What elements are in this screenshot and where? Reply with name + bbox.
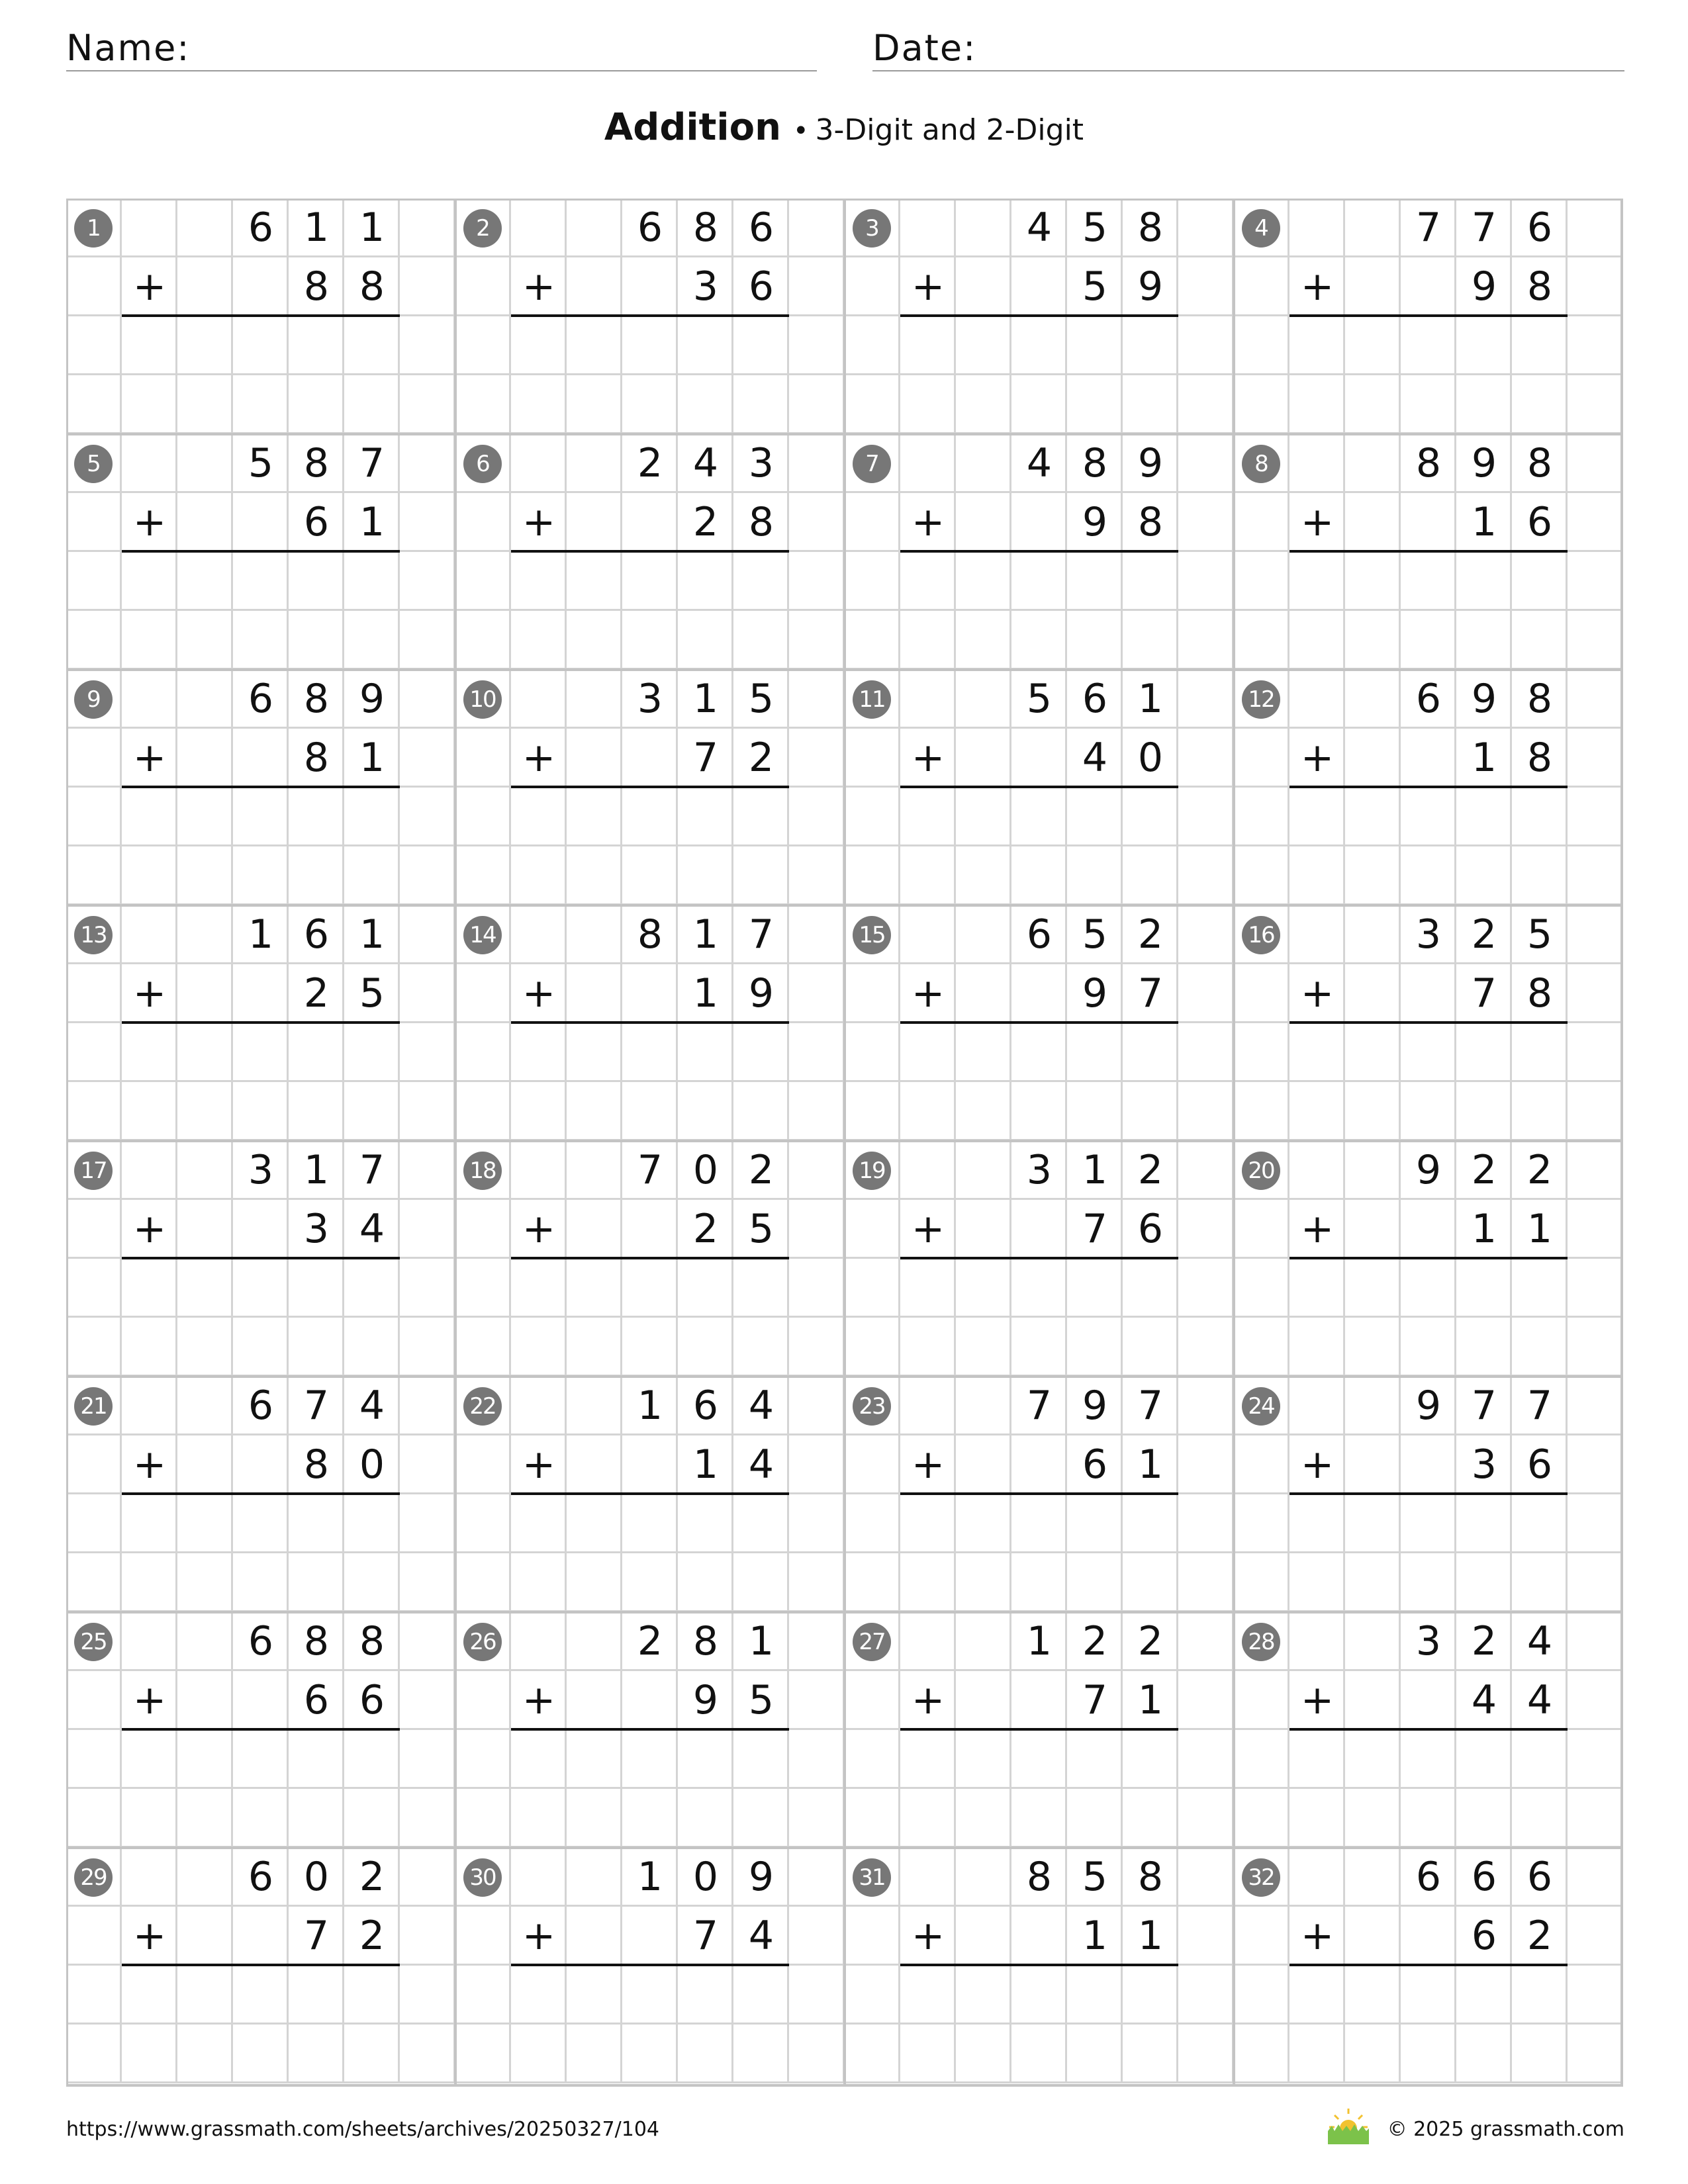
top-digit: 5 (248, 440, 274, 486)
problem-number-badge: 21 (74, 1387, 113, 1426)
plus-sign: + (911, 970, 945, 1017)
title-main: Addition (604, 106, 781, 149)
bottom-digit: 7 (1082, 1677, 1108, 1723)
problem (455, 1612, 845, 1848)
top-digit: 6 (692, 1383, 719, 1429)
answer-area[interactable] (567, 1259, 789, 1318)
top-digit: 0 (692, 1147, 719, 1193)
top-digit: 8 (1526, 676, 1553, 722)
bottom-digit: 9 (1082, 970, 1108, 1017)
top-digit: 6 (748, 205, 774, 251)
answer-area[interactable] (956, 1259, 1178, 1318)
top-digit: 3 (637, 676, 663, 722)
problem (455, 1848, 845, 2083)
bottom-digit: 1 (1471, 1206, 1497, 1252)
problem (1234, 1848, 1623, 2083)
problem-number-badge: 4 (1242, 209, 1280, 248)
problem (845, 434, 1234, 670)
bottom-digit: 4 (1471, 1677, 1497, 1723)
top-digit: 1 (1026, 1618, 1053, 1664)
top-digit: 6 (248, 1383, 274, 1429)
top-digit: 8 (303, 1618, 330, 1664)
bottom-digit: 2 (692, 499, 719, 545)
top-digit: 7 (303, 1383, 330, 1429)
top-digit: 6 (303, 911, 330, 958)
top-digit: 1 (248, 911, 274, 958)
bottom-digit: 2 (1526, 1913, 1553, 1959)
bottom-digit: 6 (748, 263, 774, 310)
problem-number-badge: 19 (853, 1152, 891, 1190)
bottom-digit: 8 (748, 499, 774, 545)
problem-number-badge: 7 (853, 445, 891, 483)
top-digit: 4 (692, 440, 719, 486)
top-digit: 2 (1137, 911, 1164, 958)
problem (66, 1848, 455, 2083)
answer-area[interactable] (177, 1494, 400, 1553)
bottom-digit: 3 (1471, 1441, 1497, 1488)
top-digit: 5 (748, 676, 774, 722)
bottom-digit: 8 (303, 1441, 330, 1488)
top-digit: 9 (1415, 1383, 1442, 1429)
plus-sign: + (1300, 1677, 1335, 1723)
top-digit: 1 (303, 1147, 330, 1193)
bottom-digit: 1 (1471, 499, 1497, 545)
bottom-digit: 4 (359, 1206, 385, 1252)
top-digit: 8 (303, 440, 330, 486)
bottom-digit: 6 (303, 1677, 330, 1723)
problem (455, 905, 845, 1141)
top-digit: 9 (1082, 1383, 1108, 1429)
bottom-digit: 7 (303, 1913, 330, 1959)
problem (1234, 1377, 1623, 1612)
top-digit: 3 (1026, 1147, 1053, 1193)
top-digit: 5 (1526, 911, 1553, 958)
top-digit: 9 (1137, 440, 1164, 486)
plus-sign: + (1300, 1441, 1335, 1488)
top-digit: 4 (1026, 205, 1053, 251)
top-digit: 7 (1471, 1383, 1497, 1429)
plus-sign: + (522, 970, 556, 1017)
name-label: Name: (66, 27, 191, 69)
problem (1234, 1141, 1623, 1377)
bottom-digit: 7 (1082, 1206, 1108, 1252)
top-digit: 4 (359, 1383, 385, 1429)
top-digit: 4 (1026, 440, 1053, 486)
bottom-digit: 1 (359, 499, 385, 545)
plus-sign: + (132, 1206, 167, 1252)
answer-area[interactable] (1345, 1730, 1568, 1789)
top-digit: 3 (248, 1147, 274, 1193)
problem (455, 1377, 845, 1612)
problem (66, 1141, 455, 1377)
top-digit: 8 (637, 911, 663, 958)
top-digit: 6 (248, 205, 274, 251)
bottom-digit: 2 (692, 1206, 719, 1252)
bottom-digit: 5 (1082, 263, 1108, 310)
plus-sign: + (911, 499, 945, 545)
bottom-digit: 7 (692, 1913, 719, 1959)
answer-area[interactable] (956, 552, 1178, 611)
problem-number-badge: 18 (463, 1152, 502, 1190)
top-digit: 9 (359, 676, 385, 722)
top-digit: 6 (1415, 676, 1442, 722)
top-digit: 4 (1526, 1618, 1553, 1664)
bottom-digit: 1 (1137, 1913, 1164, 1959)
top-digit: 3 (1415, 911, 1442, 958)
problem-number-badge: 1 (74, 209, 113, 248)
plus-sign: + (522, 1206, 556, 1252)
answer-area[interactable] (1345, 316, 1568, 375)
bottom-digit: 1 (1526, 1206, 1553, 1252)
date-label: Date: (872, 27, 977, 69)
top-digit: 7 (359, 440, 385, 486)
plus-sign: + (132, 970, 167, 1017)
top-digit: 6 (248, 1854, 274, 1900)
bottom-digit: 9 (1082, 499, 1108, 545)
bottom-digit: 8 (303, 263, 330, 310)
bottom-digit: 6 (1082, 1441, 1108, 1488)
problem-number-badge: 23 (853, 1387, 891, 1426)
answer-area[interactable] (177, 1966, 400, 2025)
bottom-digit: 2 (748, 735, 774, 781)
top-digit: 7 (637, 1147, 663, 1193)
bottom-digit: 4 (1082, 735, 1108, 781)
problem-number-badge: 15 (853, 916, 891, 954)
plus-sign: + (522, 1913, 556, 1959)
top-digit: 2 (1471, 911, 1497, 958)
problem (845, 199, 1234, 434)
footer-copyright: © 2025 grassmath.com (1387, 2118, 1624, 2141)
problem (845, 670, 1234, 905)
answer-area[interactable] (1345, 788, 1568, 846)
bottom-digit: 1 (1137, 1677, 1164, 1723)
problem (66, 434, 455, 670)
problem-number-badge: 12 (1242, 680, 1280, 719)
answer-area[interactable] (956, 788, 1178, 846)
problem-number-badge: 13 (74, 916, 113, 954)
problem-number-badge: 31 (853, 1858, 891, 1897)
answer-area[interactable] (956, 1023, 1178, 1082)
bottom-digit: 1 (1137, 1441, 1164, 1488)
top-digit: 8 (692, 1618, 719, 1664)
top-digit: 8 (359, 1618, 385, 1664)
problem (1234, 1612, 1623, 1848)
top-digit: 6 (248, 1618, 274, 1664)
bottom-digit: 5 (748, 1206, 774, 1252)
problem (845, 1612, 1234, 1848)
title-separator: • (792, 116, 809, 146)
bottom-digit: 6 (1526, 499, 1553, 545)
problem-number-badge: 11 (853, 680, 891, 719)
top-digit: 1 (359, 205, 385, 251)
answer-area[interactable] (177, 1730, 400, 1789)
bottom-digit: 5 (359, 970, 385, 1017)
bottom-digit: 8 (303, 735, 330, 781)
problem-number-badge: 14 (463, 916, 502, 954)
top-digit: 8 (1026, 1854, 1053, 1900)
bottom-digit: 4 (748, 1441, 774, 1488)
answer-area[interactable] (956, 1494, 1178, 1553)
problem (455, 670, 845, 905)
name-field[interactable] (66, 24, 817, 71)
bottom-digit: 1 (692, 1441, 719, 1488)
bottom-digit: 1 (1471, 735, 1497, 781)
problem (66, 199, 455, 434)
top-digit: 6 (1526, 1854, 1553, 1900)
bottom-digit: 3 (303, 1206, 330, 1252)
answer-area[interactable] (1345, 552, 1568, 611)
plus-sign: + (911, 735, 945, 781)
problem (845, 1141, 1234, 1377)
top-digit: 7 (1137, 1383, 1164, 1429)
bottom-digit: 6 (359, 1677, 385, 1723)
bottom-digit: 0 (1137, 735, 1164, 781)
top-digit: 7 (1415, 205, 1442, 251)
top-digit: 2 (1137, 1147, 1164, 1193)
top-digit: 2 (637, 1618, 663, 1664)
bottom-digit: 8 (359, 263, 385, 310)
answer-area[interactable] (567, 1966, 789, 2025)
answer-area[interactable] (567, 1494, 789, 1553)
footer-url[interactable]: https://www.grassmath.com/sheets/archives/20250327/104 (66, 2118, 660, 2141)
problem-number-badge: 24 (1242, 1387, 1280, 1426)
problem-number-badge: 20 (1242, 1152, 1280, 1190)
top-digit: 9 (748, 1854, 774, 1900)
plus-sign: + (132, 499, 167, 545)
problem (455, 434, 845, 670)
top-digit: 2 (1137, 1618, 1164, 1664)
problem (455, 199, 845, 434)
problem-number-badge: 10 (463, 680, 502, 719)
plus-sign: + (1300, 499, 1335, 545)
problem-number-badge: 17 (74, 1152, 113, 1190)
problem (845, 1848, 1234, 2083)
bottom-digit: 8 (1526, 263, 1553, 310)
problem-number-badge: 29 (74, 1858, 113, 1897)
top-digit: 0 (692, 1854, 719, 1900)
bottom-digit: 9 (748, 970, 774, 1017)
answer-area[interactable] (177, 1259, 400, 1318)
plus-sign: + (911, 1441, 945, 1488)
top-digit: 3 (748, 440, 774, 486)
answer-area[interactable] (1345, 1259, 1568, 1318)
plus-sign: + (522, 735, 556, 781)
bottom-digit: 2 (303, 970, 330, 1017)
worksheet-title (0, 106, 1688, 149)
bottom-digit: 7 (1471, 970, 1497, 1017)
top-digit: 5 (1082, 1854, 1108, 1900)
problem-number-badge: 27 (853, 1623, 891, 1661)
plus-sign: + (911, 263, 945, 310)
top-digit: 1 (692, 911, 719, 958)
top-digit: 2 (1082, 1618, 1108, 1664)
answer-area[interactable] (177, 788, 400, 846)
plus-sign: + (522, 1677, 556, 1723)
top-digit: 2 (359, 1854, 385, 1900)
top-digit: 1 (748, 1618, 774, 1664)
problem (455, 1141, 845, 1377)
answer-area[interactable] (956, 1730, 1178, 1789)
top-digit: 6 (1415, 1854, 1442, 1900)
problem-number-badge: 9 (74, 680, 113, 719)
plus-sign: + (132, 1677, 167, 1723)
answer-area[interactable] (567, 1023, 789, 1082)
plus-sign: + (132, 1441, 167, 1488)
top-digit: 6 (1526, 205, 1553, 251)
answer-area[interactable] (956, 1966, 1178, 2025)
plus-sign: + (911, 1913, 945, 1959)
plus-sign: + (522, 499, 556, 545)
grass-sun-logo-icon (1325, 2106, 1372, 2146)
problem (66, 905, 455, 1141)
bottom-digit: 9 (1471, 263, 1497, 310)
bottom-digit: 7 (1137, 970, 1164, 1017)
bottom-digit: 5 (748, 1677, 774, 1723)
top-digit: 1 (1082, 1147, 1108, 1193)
top-digit: 2 (637, 440, 663, 486)
top-digit: 5 (1082, 911, 1108, 958)
top-digit: 9 (1471, 440, 1497, 486)
plus-sign: + (132, 1913, 167, 1959)
top-digit: 8 (303, 676, 330, 722)
plus-sign: + (522, 263, 556, 310)
problem (66, 1612, 455, 1848)
top-digit: 2 (748, 1147, 774, 1193)
bottom-digit: 9 (1137, 263, 1164, 310)
plus-sign: + (132, 263, 167, 310)
top-digit: 6 (248, 676, 274, 722)
answer-area[interactable] (567, 552, 789, 611)
answer-area[interactable] (177, 316, 400, 375)
top-digit: 1 (692, 676, 719, 722)
top-digit: 8 (1082, 440, 1108, 486)
top-digit: 8 (1415, 440, 1442, 486)
bottom-digit: 6 (1137, 1206, 1164, 1252)
top-digit: 1 (1137, 676, 1164, 722)
problem-number-badge: 6 (463, 445, 502, 483)
problem (66, 1377, 455, 1612)
bottom-digit: 6 (1471, 1913, 1497, 1959)
top-digit: 1 (637, 1854, 663, 1900)
plus-sign: + (132, 735, 167, 781)
problem (66, 670, 455, 905)
problem-number-badge: 22 (463, 1387, 502, 1426)
top-digit: 7 (1026, 1383, 1053, 1429)
top-digit: 6 (637, 205, 663, 251)
plus-sign: + (911, 1206, 945, 1252)
bottom-digit: 4 (1526, 1677, 1553, 1723)
answer-area[interactable] (1345, 1023, 1568, 1082)
top-digit: 7 (748, 911, 774, 958)
problem-number-badge: 32 (1242, 1858, 1280, 1897)
top-digit: 8 (692, 205, 719, 251)
answer-area[interactable] (1345, 1494, 1568, 1553)
problem-number-badge: 2 (463, 209, 502, 248)
plus-sign: + (1300, 735, 1335, 781)
bottom-digit: 1 (1082, 1913, 1108, 1959)
top-digit: 2 (1471, 1618, 1497, 1664)
bottom-digit: 9 (692, 1677, 719, 1723)
problem (845, 1377, 1234, 1612)
bottom-digit: 8 (1526, 735, 1553, 781)
problem-number-badge: 16 (1242, 916, 1280, 954)
top-digit: 8 (1137, 205, 1164, 251)
problem-number-badge: 30 (463, 1858, 502, 1897)
bottom-digit: 4 (748, 1913, 774, 1959)
top-digit: 8 (1526, 440, 1553, 486)
top-digit: 3 (1415, 1618, 1442, 1664)
problem (845, 905, 1234, 1141)
top-digit: 7 (359, 1147, 385, 1193)
bottom-digit: 1 (692, 970, 719, 1017)
answer-area[interactable] (177, 552, 400, 611)
bottom-digit: 8 (1137, 499, 1164, 545)
bottom-digit: 8 (1526, 970, 1553, 1017)
top-digit: 7 (1471, 205, 1497, 251)
answer-area[interactable] (567, 788, 789, 846)
top-digit: 1 (303, 205, 330, 251)
bottom-digit: 3 (692, 263, 719, 310)
top-digit: 4 (748, 1383, 774, 1429)
plus-sign: + (1300, 1913, 1335, 1959)
plus-sign: + (1300, 970, 1335, 1017)
bottom-digit: 0 (359, 1441, 385, 1488)
answer-area[interactable] (567, 1730, 789, 1789)
bottom-digit: 6 (303, 499, 330, 545)
answer-area[interactable] (1345, 1966, 1568, 2025)
answer-area[interactable] (177, 1023, 400, 1082)
top-digit: 1 (359, 911, 385, 958)
problem-number-badge: 28 (1242, 1623, 1280, 1661)
title-subtitle: 3-Digit and 2-Digit (815, 113, 1084, 147)
problem-number-badge: 3 (853, 209, 891, 248)
problem (1234, 670, 1623, 905)
problem (1234, 905, 1623, 1141)
answer-area[interactable] (956, 316, 1178, 375)
date-field[interactable] (872, 24, 1624, 71)
problem (1234, 199, 1623, 434)
top-digit: 9 (1415, 1147, 1442, 1193)
top-digit: 0 (303, 1854, 330, 1900)
bottom-digit: 6 (1526, 1441, 1553, 1488)
problem-number-badge: 26 (463, 1623, 502, 1661)
top-digit: 2 (1526, 1147, 1553, 1193)
plus-sign: + (1300, 263, 1335, 310)
bottom-digit: 2 (359, 1913, 385, 1959)
top-digit: 8 (1137, 1854, 1164, 1900)
answer-area[interactable] (567, 316, 789, 375)
top-digit: 9 (1471, 676, 1497, 722)
problem-number-badge: 25 (74, 1623, 113, 1661)
bottom-digit: 1 (359, 735, 385, 781)
plus-sign: + (522, 1441, 556, 1488)
top-digit: 2 (1471, 1147, 1497, 1193)
top-digit: 5 (1082, 205, 1108, 251)
top-digit: 6 (1082, 676, 1108, 722)
top-digit: 5 (1026, 676, 1053, 722)
problem (1234, 434, 1623, 670)
top-digit: 1 (637, 1383, 663, 1429)
top-digit: 7 (1526, 1383, 1553, 1429)
problem-number-badge: 5 (74, 445, 113, 483)
problem-number-badge: 8 (1242, 445, 1280, 483)
top-digit: 6 (1471, 1854, 1497, 1900)
top-digit: 6 (1026, 911, 1053, 958)
plus-sign: + (1300, 1206, 1335, 1252)
bottom-digit: 7 (692, 735, 719, 781)
plus-sign: + (911, 1677, 945, 1723)
